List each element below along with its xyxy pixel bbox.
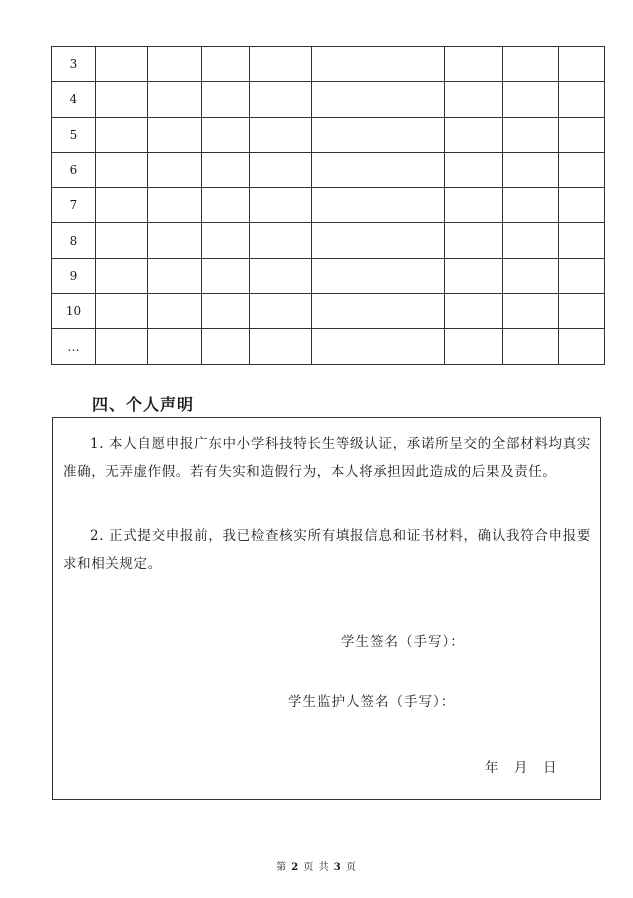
empty-cell [250,329,312,364]
table-row [52,329,605,364]
student-signature-label: 学生签名（手写）： [341,634,465,650]
empty-cell [503,117,559,152]
empty-cell [96,152,148,187]
empty-cell [503,152,559,187]
empty-cell [312,152,445,187]
empty-cell [250,188,312,223]
empty-cell [96,188,148,223]
empty-cell [250,82,312,117]
empty-cell [250,223,312,258]
empty-cell [312,117,445,152]
table-row [52,47,605,82]
table-row [52,117,605,152]
table-row [52,188,605,223]
empty-cell [250,294,312,329]
empty-cell [312,47,445,82]
section-title: 四、个人声明 [92,395,195,414]
declaration-paragraph-2: 2. 正式提交申报前，我已检查核实所有填报信息和证书材料，确认我符合申报要求和相关规定。 [63,528,591,572]
empty-cell [202,152,250,187]
empty-cell [559,47,605,82]
table-row [52,152,605,187]
empty-cell [559,223,605,258]
empty-cell [559,188,605,223]
row-number-cell: 7 [52,188,96,223]
empty-cell [250,258,312,293]
empty-cell [445,117,503,152]
empty-cell [96,223,148,258]
empty-cell [559,258,605,293]
empty-cell [312,258,445,293]
empty-cell [559,117,605,152]
row-number-cell: … [52,329,96,364]
footer-suffix: 页 [345,862,357,873]
row-number-cell: 8 [52,223,96,258]
empty-cell [202,47,250,82]
empty-cell [202,258,250,293]
empty-cell [250,117,312,152]
empty-cell [202,329,250,364]
empty-cell [250,47,312,82]
empty-cell [445,294,503,329]
row-number-cell: 10 [52,294,96,329]
total-page-count: 3 [333,862,342,873]
empty-cell [148,47,202,82]
empty-cell [96,294,148,329]
empty-cell [202,188,250,223]
empty-cell [148,82,202,117]
empty-cell [202,117,250,152]
row-number-cell: 6 [52,152,96,187]
empty-cell [559,294,605,329]
empty-cell [559,329,605,364]
empty-cell [96,258,148,293]
empty-cell [312,223,445,258]
record-table [51,46,605,365]
date-label: 年 月 日 [485,760,558,776]
empty-cell [312,82,445,117]
empty-cell [148,294,202,329]
empty-cell [202,294,250,329]
empty-cell [148,258,202,293]
table-row [52,223,605,258]
empty-cell [503,47,559,82]
table-row [52,258,605,293]
table-row [52,294,605,329]
empty-cell [445,82,503,117]
empty-cell [503,223,559,258]
current-page-number: 2 [291,862,300,873]
empty-cell [202,82,250,117]
guardian-signature-label: 学生监护人签名（手写）： [288,694,456,710]
empty-cell [148,329,202,364]
empty-cell [148,152,202,187]
empty-cell [148,223,202,258]
page-footer [0,858,633,873]
empty-cell [312,294,445,329]
empty-cell [559,82,605,117]
empty-cell [503,329,559,364]
table-row [52,82,605,117]
row-number-cell: 4 [52,82,96,117]
declaration-paragraph-1: 1. 本人自愿申报广东中小学科技特长生等级认证，承诺所呈交的全部材料均真实准确，无弄虚作假。若有失实和造假行为，本人将承担因此造成的后果及责任。 [63,436,591,480]
empty-cell [250,152,312,187]
empty-cell [445,223,503,258]
empty-cell [445,258,503,293]
empty-cell [96,47,148,82]
empty-cell [503,258,559,293]
footer-prefix: 第 [276,862,288,873]
empty-cell [503,294,559,329]
row-number-cell: 3 [52,47,96,82]
footer-middle: 页 共 [303,862,330,873]
empty-cell [148,188,202,223]
empty-cell [312,188,445,223]
row-number-cell: 9 [52,258,96,293]
empty-cell [96,82,148,117]
empty-cell [96,117,148,152]
empty-cell [445,47,503,82]
declaration-box [52,417,601,800]
empty-cell [445,152,503,187]
row-number-cell: 5 [52,117,96,152]
empty-cell [148,117,202,152]
empty-cell [445,329,503,364]
empty-cell [96,329,148,364]
empty-cell [559,152,605,187]
empty-cell [503,82,559,117]
empty-cell [202,223,250,258]
empty-cell [312,329,445,364]
empty-cell [503,188,559,223]
empty-cell [445,188,503,223]
